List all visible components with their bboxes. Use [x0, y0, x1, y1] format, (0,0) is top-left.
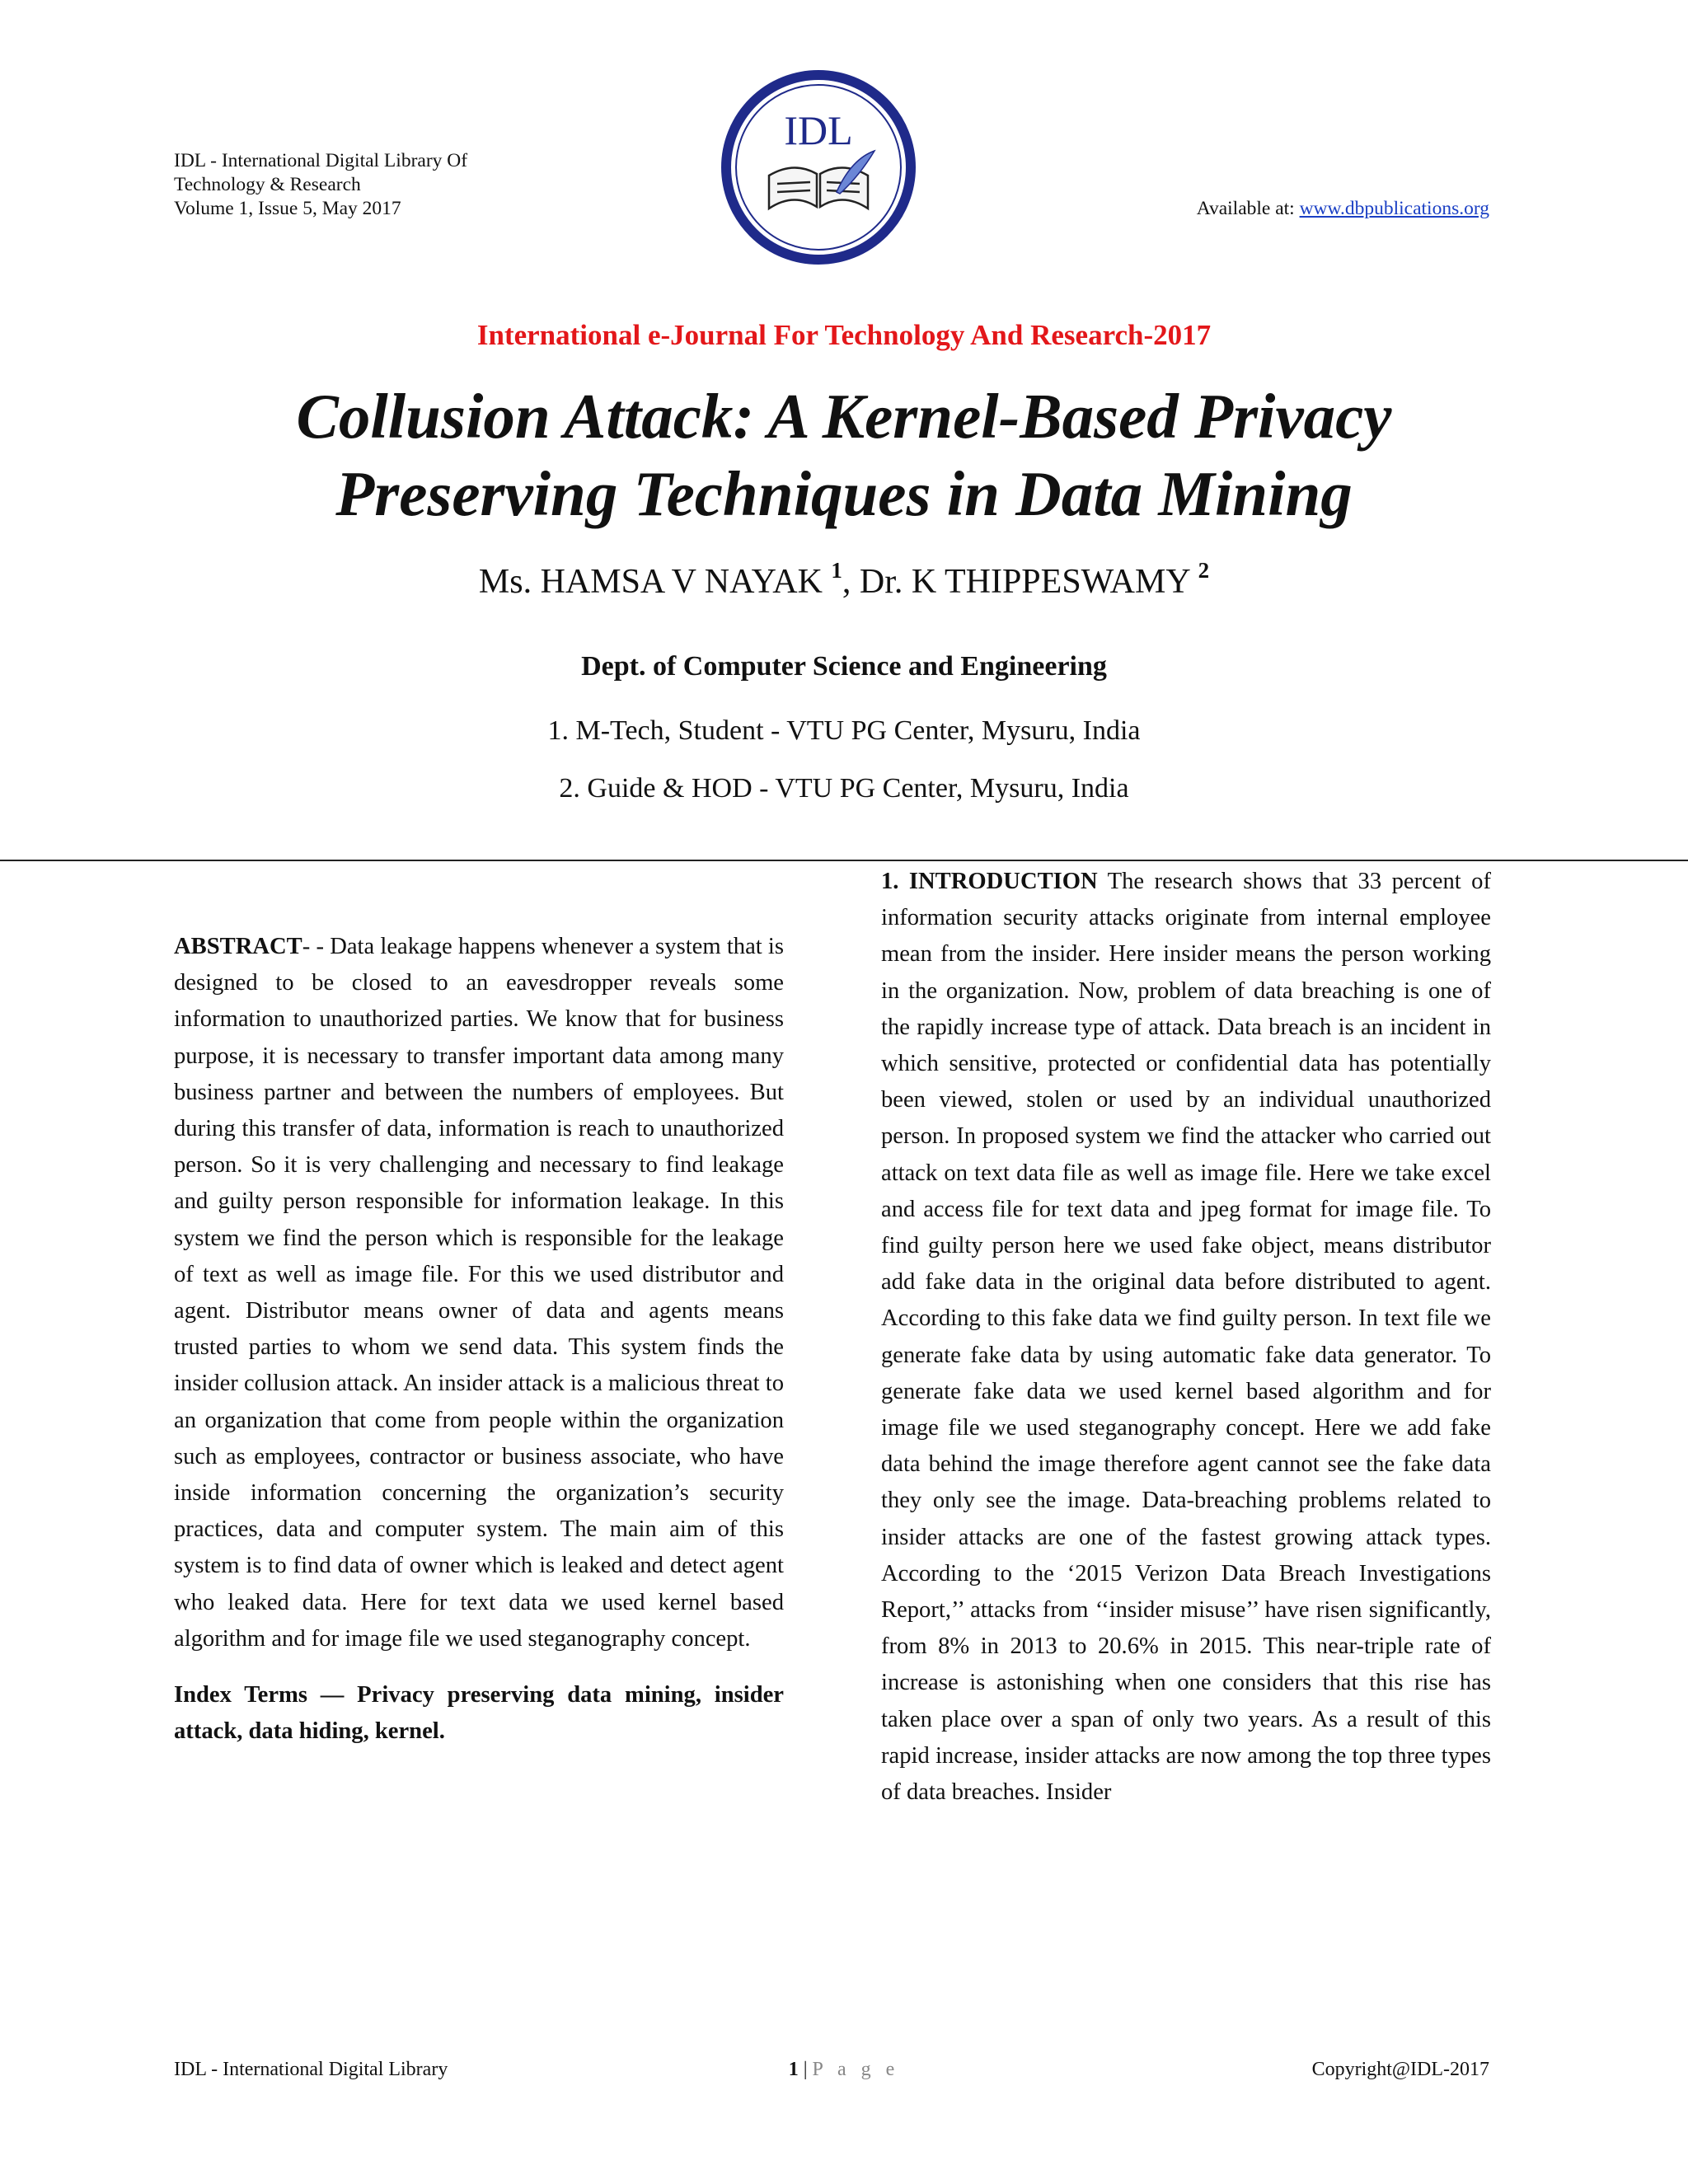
available-label: Available at:	[1196, 198, 1300, 219]
journal-title: International e-Journal For Technology And Research-2017	[476, 319, 1212, 351]
paper-title-line-2: Preserving Techniques in Data Mining	[335, 458, 1353, 529]
page-word: P a g e	[812, 2059, 900, 2080]
abstract-column	[174, 929, 784, 1750]
index-terms: Index Terms — Privacy preserving data mining, insider attack, data hiding, kernel.	[174, 1682, 784, 1745]
header-line-2: Technology & Research	[174, 174, 361, 195]
introduction	[881, 864, 1491, 1811]
author-2-marker: 2	[1198, 558, 1210, 583]
page-num: 1	[788, 2059, 799, 2080]
author-2: Dr. K THIPPESWAMY	[859, 563, 1190, 601]
page-sep: |	[798, 2059, 813, 2080]
abstract-label: ABSTRACT	[174, 934, 302, 959]
author-separator: ,	[842, 563, 860, 601]
abstract	[174, 929, 784, 1657]
author-list	[0, 558, 1688, 602]
introduction-text: The research shows that 33 percent of information security attacks originate from internal employee mean from the insider. Here insider means the person working in the organization. Now, problem of data breaching is one of the rapidly increase type of attack. Data breach is an incident in which sensitive, protected or confidential data has potentially been viewed, stolen or used by an individual unauthorized person. In proposed system we find the attacker who carried out attack on text data file as well as image file. Here we take excel and access file for text data and jpeg format for image file. To find guilty person here we used fake object, means distributor add fake data in the original data before distributed to agent. According to this fake data we find guilty person. In text file we generate fake data by using automatic fake data generator. To generate fake data we used kernel based algorithm and for image file we used steganography concept. Here we add fake data behind the image therefore agent cannot see the fake data they only see the image. Data-breaching problems related to insider attacks are one of the fastest growing attack types. According to the ‘2015 Verizon Data Breach Investigations Report,’’ attacks from ‘‘insider misuse’’ have risen significantly, from 8% in 2013 to 20.6% in 2015. This near-triple rate of increase is astonishing when one considers that this rise has taken place over a span of only two years. As a result of this rapid increase, insider attacks are now among the top three types of data breaches. Insider	[881, 869, 1491, 1806]
affiliation-2: 2. Guide & HOD - VTU PG Center, Mysuru, India	[559, 773, 1129, 804]
footer-copyright: Copyright@IDL-2017	[1311, 2059, 1489, 2080]
header-divider	[0, 860, 1688, 861]
affiliation-1: 1. M-Tech, Student - VTU PG Center, Mysuru, India	[547, 715, 1141, 746]
paper-title	[0, 377, 1688, 532]
abstract-text: - - Data leakage happens whenever a system that is designed to be closed to an eavesdropper reveals some information to unauthorized parties. We know that for business purpose, it is necessary to transfer important data among many business partner and between the numbers of employees. But during this transfer of data, information is reach to unauthorized person. So it is very challenging and necessary to find leakage and guilty person responsible for information leakage. In this system we find the person which is responsible for the leakage of text as well as image file. For this we used distributor and agent. Distributor means owner of data and agents means trusted parties to whom we send data. This system finds the insider collusion attack. An insider attack is a malicious threat to an organization that come from people within the organization such as employees, contractor or business associate, who have inside information concerning the organization’s security practices, data and computer system. The main aim of this system is to find data of owner which is leaked and detect agent who leaked data. Here for text data we used kernel based algorithm and for image file we used steganography concept.	[174, 934, 784, 1652]
availability	[1197, 197, 1489, 221]
introduction-heading: 1. INTRODUCTION	[881, 869, 1098, 894]
footer-library: IDL - International Digital Library	[174, 2059, 448, 2080]
journal-header	[174, 149, 467, 221]
logo-text: IDL	[784, 107, 853, 153]
header-volume: Volume 1, Issue 5, May 2017	[174, 198, 401, 219]
paper-title-line-1: Collusion Attack: A Kernel-Based Privacy	[296, 381, 1392, 452]
idl-logo	[720, 68, 917, 266]
introduction-column	[881, 864, 1491, 1811]
author-1-marker: 1	[831, 558, 842, 583]
publisher-link[interactable]: www.dbpublications.org	[1299, 198, 1489, 219]
author-1: Ms. HAMSA V NAYAK	[478, 563, 823, 601]
department: Dept. of Computer Science and Engineering	[581, 651, 1107, 682]
header-line-1: IDL - International Digital Library Of	[174, 150, 468, 171]
